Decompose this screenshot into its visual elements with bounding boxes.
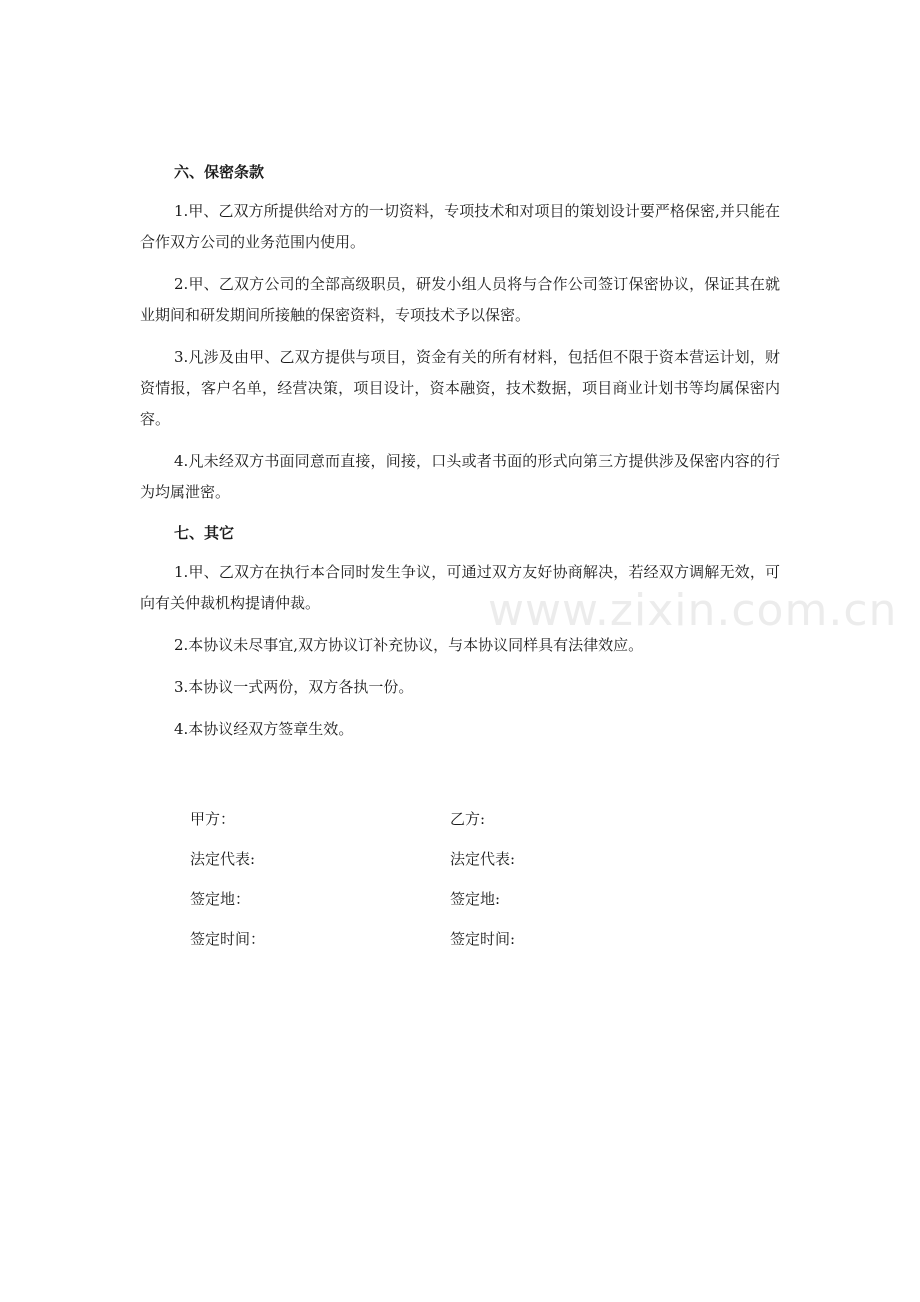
signature-row-representative	[190, 838, 690, 878]
party-a-representative-label: 法定代表:	[190, 849, 256, 868]
party-a-label: 甲方：	[190, 809, 236, 828]
signature-row-party	[190, 798, 690, 838]
clause-paragraph: 2.甲、乙双方公司的全部高级职员，研发小组人员将与合作公司签订保密协议，保证其在就业期间和研发期间所接触的保密资料，专项技术予以保密。	[140, 275, 780, 324]
party-a-date-label: 签定时间：	[190, 929, 266, 948]
signature-block	[190, 798, 690, 958]
clause-paragraph: 3.本协议一式两份，双方各执一份。	[174, 678, 414, 696]
clause-paragraph: 4.凡未经双方书面同意而直接，间接，口头或者书面的形式向第三方提供涉及保密内容的行为均属泄密。	[140, 452, 780, 501]
clause-paragraph: 4.本协议经双方签章生效。	[174, 720, 354, 738]
party-b-representative-label: 法定代表:	[450, 849, 516, 868]
party-b-place-label: 签定地:	[450, 889, 501, 908]
signature-row-date	[190, 918, 690, 958]
party-b-date-label: 签定时间:	[450, 929, 516, 948]
party-b-label: 乙方:	[450, 809, 486, 828]
clause-paragraph: 3.凡涉及由甲、乙双方提供与项目，资金有关的所有材料，包括但不限于资本营运计划，财资情报，客户名单，经营决策，项目设计，资本融资，技术数据，项目商业计划书等均属保密内容。	[140, 348, 780, 428]
section-heading: 七、其它	[174, 524, 235, 542]
party-a-place-label: 签定地：	[190, 889, 251, 908]
section-heading: 六、保密条款	[174, 163, 265, 181]
clause-paragraph: 2.本协议未尽事宜,双方协议订补充协议，与本协议同样具有法律效应。	[174, 636, 644, 654]
signature-row-place	[190, 878, 690, 918]
clause-paragraph: 1.甲、乙双方在执行本合同时发生争议，可通过双方友好协商解决，若经双方调解无效，可向有关仲裁机构提请仲裁。	[140, 563, 780, 612]
section-confidentiality	[140, 158, 780, 508]
clause-paragraph: 1.甲、乙双方所提供给对方的一切资料，专项技术和对项目的策划设计要严格保密,并只能在合作双方公司的业务范围内使用。	[140, 202, 780, 251]
section-other	[140, 519, 780, 745]
document-body	[140, 158, 780, 756]
watermark: www.zixin.com.cn	[488, 585, 898, 636]
